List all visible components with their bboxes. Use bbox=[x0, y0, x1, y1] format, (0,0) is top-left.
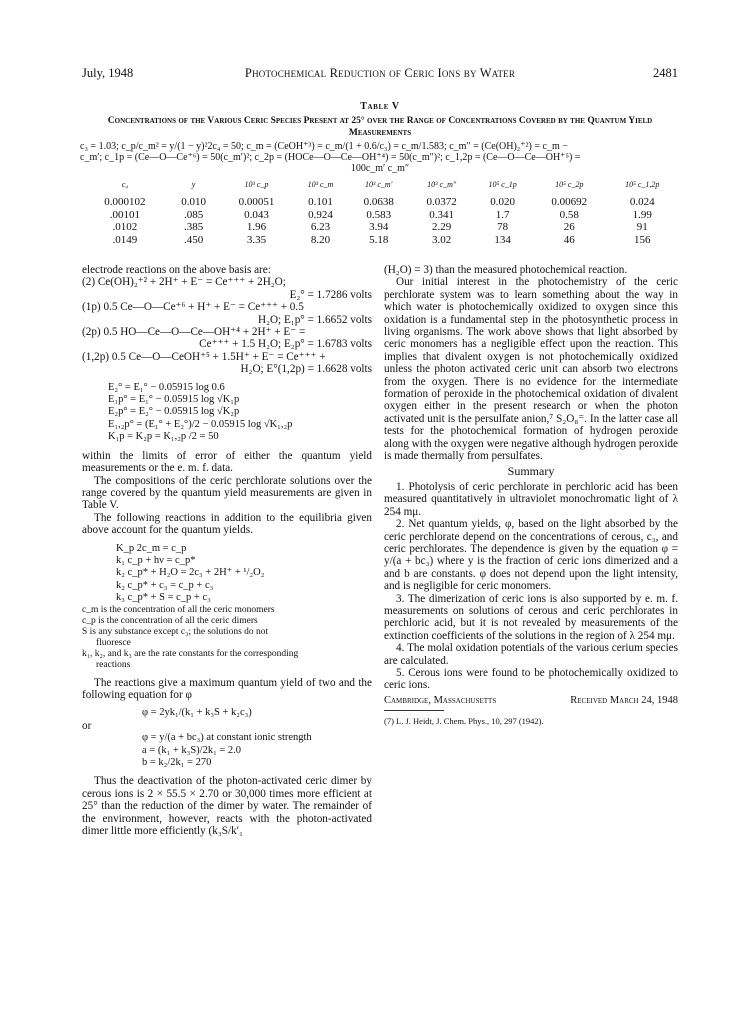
rate-scheme: k₃ c_p* + S = c_p + c₃ bbox=[116, 592, 211, 604]
table-note-line: c₃ = 1.03; c_p/c_m² = y/(1 − y)²2c₄ = 50; c_m = (CeOH⁺³) = c_m/(1 + 0.6/c₃) = c_m/1.583; c_m″ = (Ce(OH)₂⁺²) = c_m − bbox=[80, 141, 568, 152]
definition: fluoresce bbox=[96, 637, 131, 648]
table-cell: .385 bbox=[183, 221, 204, 234]
table-cell: 46 bbox=[563, 233, 575, 246]
reaction-text: 0.5 Ce—O—Ce⁺⁶ + H⁺ + E⁻ = Ce⁺⁺⁺ + 0.5 bbox=[103, 301, 304, 314]
table-cell: 0.341 bbox=[429, 208, 455, 221]
reaction-2 bbox=[82, 276, 372, 288]
table-cell: .450 bbox=[183, 233, 204, 246]
equation: b = k₂/2k₁ = 270 bbox=[142, 757, 212, 768]
table-cell: .0149 bbox=[112, 233, 138, 246]
summary-item: 5. Cerous ions were found to be photochemically oxidized to ceric ions. bbox=[384, 667, 678, 692]
table-cell: 3.35 bbox=[246, 233, 267, 246]
header-title: Photochemical Reduction of Ceric Ions by Water bbox=[244, 66, 516, 80]
table-cell: 8.20 bbox=[310, 233, 331, 246]
table-cell: 6.23 bbox=[310, 221, 331, 234]
table-cell: 0.010 bbox=[181, 196, 206, 209]
table-cell: 156 bbox=[633, 233, 651, 246]
reaction-tag: (2p) bbox=[82, 326, 101, 339]
footnote: (7) L. J. Heidt, J. Chem. Phys., 10, 297 (1942). bbox=[384, 716, 544, 727]
table-cell: 91 bbox=[636, 221, 648, 234]
summary-item: 2. Net quantum yields, φ, based on the light absorbed by the ceric perchlorate depend on the concentrations of cerous, c₃, and ceric perchlorates. The dependence is given by the equation φ = y/(a + bc₃) where y is the fraction of ceric ions dimerized and a and b are constants. φ does not depend upon the light intensity, and is negligible for ceric monomers. bbox=[384, 518, 678, 593]
table-cell: 1.99 bbox=[632, 208, 652, 221]
paragraph: The compositions of the ceric perchlorate solutions over the range covered by the quantum yield measurements are given in Table V. bbox=[82, 474, 372, 512]
table-cell: 78 bbox=[497, 221, 509, 234]
table-cell: 0.58 bbox=[559, 208, 579, 221]
right-column bbox=[384, 264, 678, 728]
equation: E₁p° = E₁° − 0.05915 log √K₁p bbox=[108, 394, 240, 406]
table-cell: 5.18 bbox=[369, 233, 389, 246]
paragraph: The reactions give a maximum quantum yield of two and the following equation for φ bbox=[82, 676, 372, 701]
table-cell: 0.924 bbox=[308, 208, 333, 221]
table-cell: .0102 bbox=[112, 221, 138, 234]
paragraph: electrode reactions on the above basis are: bbox=[82, 264, 271, 276]
table-cell: 1.7 bbox=[495, 208, 510, 221]
table-row bbox=[82, 196, 678, 209]
reaction-text: H₂O; E₁p° = 1.6652 volts bbox=[258, 313, 372, 326]
reaction-text: H₂O; E°(1,2p) = 1.6628 volts bbox=[240, 363, 372, 376]
paragraph: The following reactions in addition to the equilibria given above account for the quantum yields. bbox=[82, 511, 372, 537]
column-header: 10³ c_p bbox=[244, 180, 269, 189]
equation: E₂° = E₁° − 0.05915 log 0.6 bbox=[108, 381, 225, 393]
table-cell: 0.00051 bbox=[238, 196, 275, 209]
equation: φ = y/(a + bc₃) at constant ionic strength bbox=[142, 732, 312, 744]
column-header: 10³ c_m bbox=[307, 180, 334, 189]
reaction-2p bbox=[82, 326, 372, 338]
summary-item: 4. The molal oxidation potentials of the various cerium species are calculated. bbox=[384, 642, 678, 667]
equation: K₁p = K₂p = K₁,₂p /2 = 50 bbox=[108, 431, 219, 443]
table-cell: .085 bbox=[183, 208, 204, 221]
connector-text: or bbox=[82, 719, 92, 732]
table-cell: 134 bbox=[494, 233, 511, 246]
table-row bbox=[82, 234, 678, 247]
table-cell: .00101 bbox=[109, 208, 141, 221]
footnote-rule bbox=[384, 710, 444, 711]
definition: c_p is the concentration of all the ceric dimers bbox=[82, 615, 258, 626]
table-cell: 0.024 bbox=[629, 196, 655, 209]
reaction-1p-cont bbox=[82, 314, 372, 326]
definition: reactions bbox=[96, 659, 131, 670]
paragraph: (H₂O) = 3) than the measured photochemical reaction. bbox=[384, 264, 628, 276]
definition: k₁, k₂, and k₃ are the rate constants for the corresponding bbox=[82, 648, 299, 659]
table-cell: 0.583 bbox=[366, 208, 392, 221]
table-cell: 0.043 bbox=[244, 208, 269, 221]
table-cell: 26 bbox=[563, 221, 575, 234]
column-header: y bbox=[191, 180, 196, 189]
header-date: July, 1948 bbox=[82, 66, 134, 80]
table-cell: 2.29 bbox=[432, 221, 452, 234]
table-header-row bbox=[82, 180, 678, 196]
column-header: 10⁵ c_1p bbox=[488, 180, 517, 189]
rate-scheme: k₂ c_p* + H₂O = 2c₃ + 2H⁺ + ¹/₂O₂ bbox=[116, 567, 265, 579]
table-cell: 0.020 bbox=[490, 196, 515, 209]
reaction-text: 0.5 Ce—O—CeOH⁺⁵ + 1.5H⁺ + E⁻ = Ce⁺⁺⁺ + bbox=[111, 350, 326, 363]
table-note-line: 100c_m′ c_m″ bbox=[350, 163, 410, 174]
definitions bbox=[82, 605, 372, 671]
paragraph: Thus the deactivation of the photon-activated ceric dimer by cerous ions is 2 × 55.5 × 2.70 or 30,000 times more efficient at 25° than the reduction of the dimer by water. The remainder of the environment, however, reacts with the photon-activated dimer little more efficiently (k₃S/k′₁ bbox=[82, 775, 372, 838]
reaction-text: E₂° = 1.7286 volts bbox=[289, 288, 372, 301]
rate-scheme: K_p 2c_m = c_p bbox=[116, 542, 187, 554]
table-cell: 0.0638 bbox=[363, 196, 394, 209]
reaction-text: 0.5 HO—Ce—O—Ce—OH⁺⁴ + 2H⁺ + E⁻ = bbox=[103, 326, 306, 339]
summary-item: 3. The dimerization of ceric ions is also supported by e. m. f. measurements on solutions of cerous and ceric perchlorates in perchloric acid, but it is not revealed by measurements of the extinction coefficients of the solutions in the region of λ 254 mμ. bbox=[384, 592, 678, 642]
received-date: Received March 24, 1948 bbox=[570, 694, 678, 706]
reaction-2-cont bbox=[82, 289, 372, 301]
reaction-1p bbox=[82, 301, 372, 313]
column-header: 10⁵ c_1,2p bbox=[625, 180, 660, 189]
paragraph: Our initial interest in the photochemistry of the ceric perchlorate system was to learn something about the way in which water is photochemically oxidized to oxygen since this oxidation is a fundamental step in the photosynthetic process in living organisms. The work above shows that light absorbed by ceric monomers has a negligible effect upon the reaction. This implies that divalent oxygen is not photochemically oxidized unless the photon activated ceric unit can absorb two electrons from the oxygen. There is no evidence for the intermediate formation of peroxide in the photochemical oxidation of divalent oxygen either in the present research or when the photon activated unit is the persulfate anion,⁷ S₂O₈⁼. In the latter case all tests for the photochemical formation of hydrogen peroxide along with the oxygen were negative although hydrogen peroxide is made thermally from persulfates. bbox=[384, 276, 678, 463]
place: Cambridge, Massachusetts bbox=[384, 694, 497, 706]
page-number: 2481 bbox=[653, 66, 678, 80]
column-header: 10³ c_m′ bbox=[364, 180, 393, 189]
table-cell: 0.000102 bbox=[104, 196, 146, 209]
reaction-text: Ce(OH)₂⁺² + 2H⁺ + E⁻ = Ce⁺⁺⁺ + 2H₂O; bbox=[97, 276, 286, 289]
reaction-tag: (2) bbox=[82, 276, 96, 289]
signature-line bbox=[384, 695, 678, 707]
reaction-tag: (1,2p) bbox=[82, 350, 110, 363]
table-label: Table V bbox=[360, 101, 400, 112]
table-cell: 0.00692 bbox=[551, 196, 588, 209]
summary-item: 1. Photolysis of ceric perchlorate in perchloric acid has been measured quantitatively in ultraviolet monochromatic light of λ 254 mμ. bbox=[384, 480, 678, 518]
paragraph: within the limits of error of either the quantum yield measurements or the e. m. f. data. bbox=[82, 449, 372, 475]
table-cell: 3.94 bbox=[369, 221, 389, 234]
equation: φ = 2yk₁/(k₁ + k₃S + k₂c₃) bbox=[142, 707, 252, 719]
table-row bbox=[82, 209, 678, 222]
table-cell: 3.02 bbox=[432, 233, 452, 246]
summary-heading: Summary bbox=[507, 463, 555, 478]
table-caption: Concentrations of the Various Ceric Species Present at 25° over the Range of Concentrations Covered by the Quantum Yield Measurements bbox=[107, 116, 653, 138]
left-column bbox=[82, 264, 372, 837]
concentration-table bbox=[82, 180, 678, 246]
reaction-12p bbox=[82, 351, 372, 363]
table-cell: 0.101 bbox=[308, 196, 333, 209]
column-header: c₄ bbox=[121, 180, 129, 189]
rate-scheme: k₂ c_p* + c₃ = c_p + c₃ bbox=[116, 579, 214, 591]
equation: a = (k₁ + k₃S)/2k₁ = 2.0 bbox=[142, 744, 242, 756]
table-note bbox=[80, 141, 680, 174]
definition: c_m is the concentration of all the ceric monomers bbox=[82, 604, 275, 615]
rate-scheme: k₁ c_p + hν = c_p* bbox=[116, 554, 196, 566]
column-header: 10³ c_m″ bbox=[427, 180, 457, 189]
table-note-line: c_m′; c_1p = (Ce—O—Ce⁺⁶) = 50(c_m′)²; c_2p = (HOCe—O—Ce—OH⁺⁴) = 50(c_m″)²; c_1,2p = (Ce—O—Ce—OH⁺⁵) = bbox=[80, 152, 581, 163]
column-header: 10⁵ c_2p bbox=[555, 180, 584, 189]
reaction-text: Ce⁺⁺⁺ + 1.5 H₂O; E₂p° = 1.6783 volts bbox=[199, 338, 372, 351]
table-cell: 1.96 bbox=[246, 221, 267, 234]
table-cell: 0.0372 bbox=[426, 196, 457, 209]
reaction-12p-cont bbox=[82, 363, 372, 375]
reaction-tag: (1p) bbox=[82, 301, 101, 314]
running-head bbox=[82, 66, 678, 82]
table-row bbox=[82, 221, 678, 234]
equation: E₁,₂p° = (E₁° + E₂°)/2 − 0.05915 log √K₁,₂p bbox=[108, 418, 293, 430]
definition: S is any substance except c₃; the solutions do not bbox=[82, 626, 269, 637]
reaction-2p-cont bbox=[82, 338, 372, 350]
equation: E₂p° = E₂° − 0.05915 log √K₂p bbox=[108, 406, 240, 418]
